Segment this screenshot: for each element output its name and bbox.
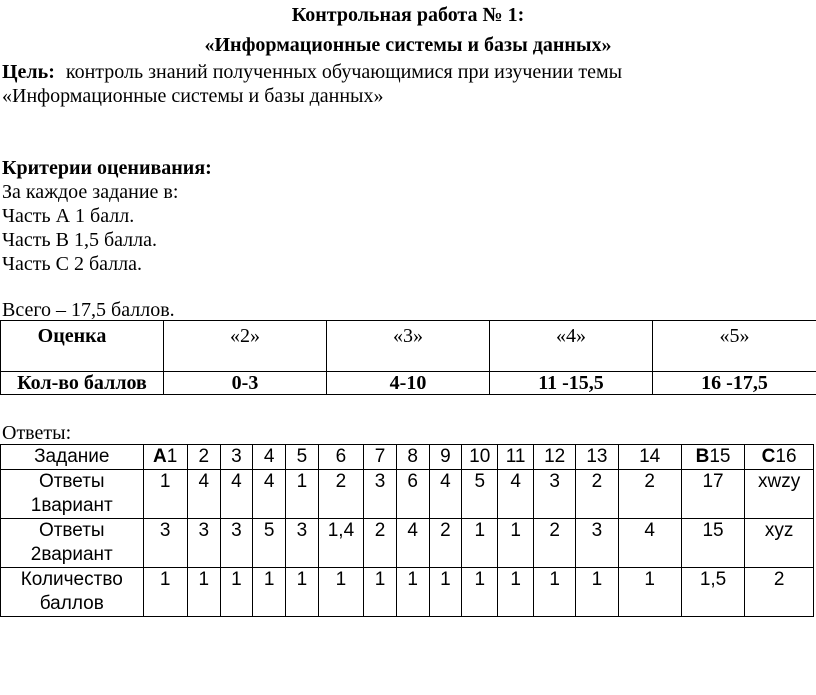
answer-cell: 1 — [286, 568, 319, 617]
answers-label: Ответы: — [2, 422, 72, 444]
answer-cell: 17 — [681, 470, 744, 519]
answer-cell: 1 — [618, 568, 681, 617]
grade-header-cell: Оценка — [1, 321, 164, 372]
row-label-cell — [1, 568, 144, 617]
task-number-cell: 12 — [534, 445, 576, 470]
answer-cell: 2 — [534, 519, 576, 568]
row-label-line-2: баллов — [39, 593, 104, 614]
goal-label: Цель: — [2, 61, 55, 83]
answer-cell: 5 — [462, 470, 498, 519]
goal-text-2: «Информационные системы и базы данных» — [2, 85, 384, 107]
task-number-cell: 11 — [498, 445, 534, 470]
answer-cell: 3 — [143, 519, 187, 568]
answer-cell: 1 — [534, 568, 576, 617]
grade-cell: «4» — [490, 321, 653, 372]
answer-cell: 1 — [286, 470, 319, 519]
answer-cell: 1 — [576, 568, 618, 617]
row-label-line-2: 2вариант — [30, 544, 113, 565]
grade-cell: «5» — [653, 321, 816, 372]
row-label-cell — [1, 470, 144, 519]
answers-table — [0, 444, 814, 617]
answer-cell: 1 — [498, 568, 534, 617]
answer-cell: xyz — [745, 519, 814, 568]
task-header-cell: Задание — [1, 445, 144, 470]
grades-row-grade — [1, 321, 816, 372]
grade-cell: «3» — [327, 321, 490, 372]
task-number-cell — [681, 445, 744, 470]
row-label-line-1: Ответы — [38, 520, 105, 541]
points-cell: 4-10 — [327, 372, 490, 395]
answer-cell: xwzy — [745, 470, 814, 519]
title-line-2: «Информационные системы и базы данных» — [204, 34, 612, 56]
task-number-cell: 2 — [187, 445, 220, 470]
task-number-cell: 9 — [429, 445, 462, 470]
answer-cell: 4 — [220, 470, 253, 519]
answer-cell: 15 — [681, 519, 744, 568]
row-label-line-1: Количество — [20, 569, 123, 590]
answer-cell: 2 — [429, 519, 462, 568]
task-number: 15 — [709, 446, 731, 467]
answer-cell: 2 — [745, 568, 814, 617]
grades-table — [0, 320, 816, 395]
points-cell: 11 -15,5 — [490, 372, 653, 395]
points-cell: 0-3 — [164, 372, 327, 395]
row-label-line-2: 1вариант — [30, 495, 113, 516]
criteria-total: Всего – 17,5 баллов. — [2, 299, 175, 321]
part-c-prefix: С — [761, 446, 776, 467]
answer-cell: 1,4 — [318, 519, 363, 568]
points-row — [1, 568, 814, 617]
task-number-cell: 4 — [253, 445, 286, 470]
row-label-cell — [1, 519, 144, 568]
answer-cell: 5 — [253, 519, 286, 568]
answer-cell: 1 — [364, 568, 397, 617]
answer-cell: 1 — [143, 568, 187, 617]
task-number-cell: 8 — [396, 445, 429, 470]
answer-cell: 3 — [364, 470, 397, 519]
task-number-cell: 13 — [576, 445, 618, 470]
points-header-cell: Кол-во баллов — [1, 372, 164, 395]
answer-cell: 1 — [318, 568, 363, 617]
answer-cell: 1 — [143, 470, 187, 519]
points-cell: 16 -17,5 — [653, 372, 816, 395]
task-number-cell — [745, 445, 814, 470]
answer-cell: 2 — [576, 470, 618, 519]
task-number-cell — [143, 445, 187, 470]
answer-cell: 3 — [286, 519, 319, 568]
answer-cell: 1 — [429, 568, 462, 617]
task-number-cell: 7 — [364, 445, 397, 470]
goal-line — [2, 60, 622, 84]
grade-cell: «2» — [164, 321, 327, 372]
answers-row-variant-2 — [1, 519, 814, 568]
answer-cell: 1 — [498, 519, 534, 568]
task-number-cell: 14 — [618, 445, 681, 470]
answer-cell: 4 — [498, 470, 534, 519]
answer-cell: 1 — [253, 568, 286, 617]
answer-cell: 3 — [220, 519, 253, 568]
answer-cell: 1 — [396, 568, 429, 617]
task-number: 1 — [166, 446, 178, 467]
answer-cell: 4 — [253, 470, 286, 519]
answer-cell: 3 — [576, 519, 618, 568]
answers-row-variant-1 — [1, 470, 814, 519]
criteria-line: Часть С 2 балла. — [2, 253, 143, 275]
answer-cell: 1 — [462, 568, 498, 617]
part-a-prefix: А — [153, 446, 167, 467]
task-number-cell: 10 — [462, 445, 498, 470]
answer-cell: 4 — [396, 519, 429, 568]
answer-cell: 1 — [462, 519, 498, 568]
answer-cell: 2 — [364, 519, 397, 568]
answer-cell: 2 — [618, 470, 681, 519]
answer-cell: 2 — [318, 470, 363, 519]
part-b-prefix: В — [695, 446, 710, 467]
answer-cell: 3 — [187, 519, 220, 568]
answer-cell: 6 — [396, 470, 429, 519]
answer-cell: 1 — [220, 568, 253, 617]
answers-header-row — [1, 445, 814, 470]
task-number-cell: 5 — [286, 445, 319, 470]
task-number: 16 — [775, 446, 797, 467]
row-label-line-1: Ответы — [38, 471, 105, 492]
answer-cell: 4 — [618, 519, 681, 568]
criteria-line: За каждое задание в: — [2, 181, 179, 203]
answer-cell: 4 — [429, 470, 462, 519]
task-number-cell: 3 — [220, 445, 253, 470]
criteria-line: Часть А 1 балл. — [2, 205, 135, 227]
grades-row-points — [1, 372, 816, 395]
answer-cell: 4 — [187, 470, 220, 519]
answer-cell: 1,5 — [681, 568, 744, 617]
task-number-cell: 6 — [318, 445, 363, 470]
answer-cell: 3 — [534, 470, 576, 519]
goal-text: контроль знаний полученных обучающимися при изучении темы — [65, 61, 623, 83]
criteria-heading: Критерии оценивания: — [2, 157, 212, 179]
answer-cell: 1 — [187, 568, 220, 617]
criteria-line: Часть В 1,5 балла. — [2, 229, 158, 251]
title-line-1: Контрольная работа № 1: — [291, 4, 525, 26]
